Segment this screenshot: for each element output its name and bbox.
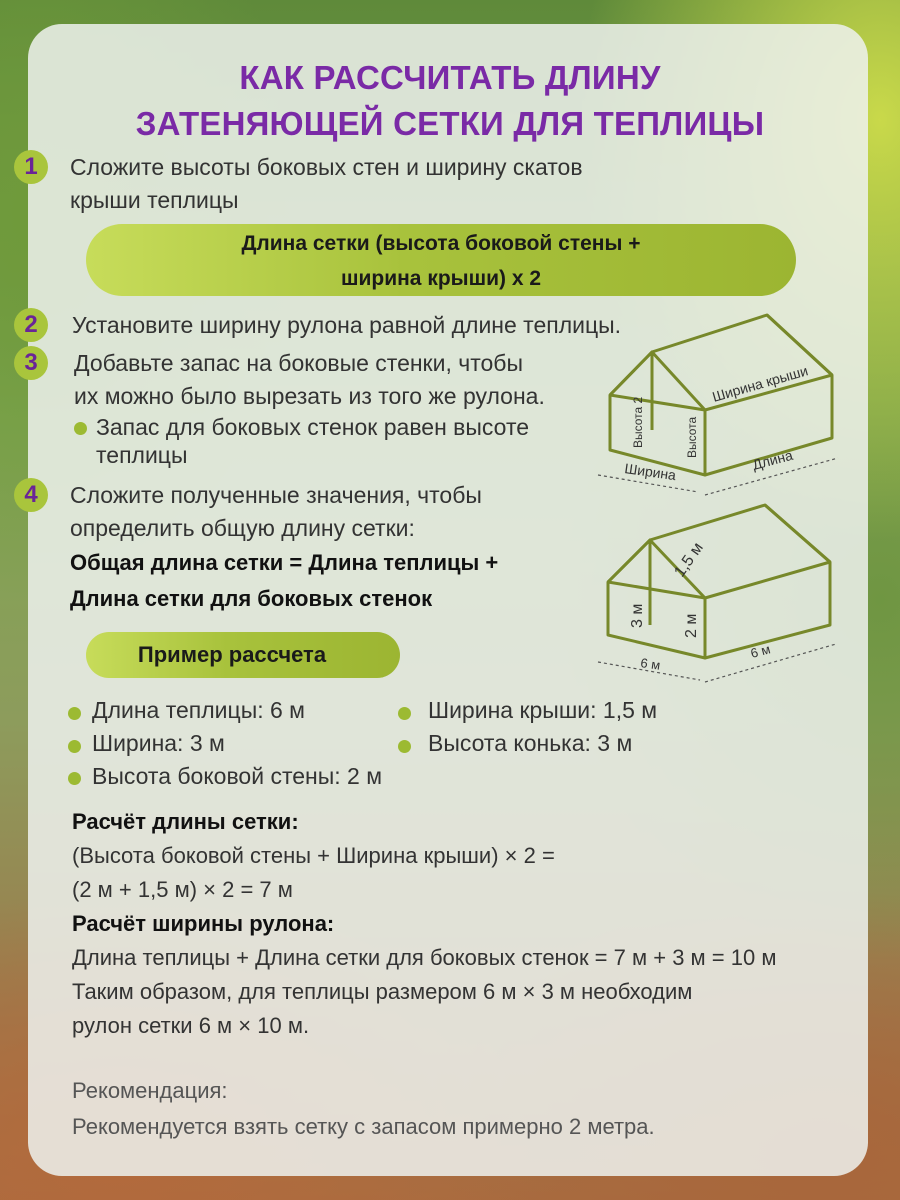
- step-1-text: [70, 151, 583, 217]
- step-4-text: [70, 479, 482, 545]
- bullet-dot: [74, 422, 87, 435]
- step-3-number: 3: [14, 346, 48, 380]
- step-1-line-1: Сложите высоты боковых стен и ширину скатов: [70, 154, 583, 180]
- step-4-line-2: определить общую длину сетки:: [70, 515, 415, 541]
- example-ridge-height: Высота конька: 3 м: [428, 730, 633, 756]
- example-label-pill: Пример рассчета: [86, 632, 400, 678]
- total-formula-line-1: Общая длина сетки = Длина теплицы +: [70, 550, 499, 575]
- step-3-text: [74, 347, 545, 413]
- step-4-line-1: Сложите полученные значения, чтобы: [70, 482, 482, 508]
- title-line-1: КАК РАССЧИТАТЬ ДЛИНУ: [239, 59, 661, 96]
- diagram1-height2-label: Высота 2: [631, 396, 645, 448]
- roll-width-line-1: Длина теплицы + Длина сетки для боковых стенок = 7 м + 3 м = 10 м: [72, 945, 777, 970]
- step-1-number: 1: [14, 150, 48, 184]
- conclusion-line-1: Таким образом, для теплицы размером 6 м × 3 м необходим: [72, 979, 693, 1004]
- diagram2-width-label: 6 м: [639, 655, 662, 673]
- diagram2-ridge-label: 3 м: [629, 603, 646, 628]
- diagram1-width-label: Ширина: [623, 460, 678, 484]
- greenhouse-diagram-dimensions: [590, 500, 850, 690]
- recommendation-heading: Рекомендация:: [72, 1078, 228, 1103]
- diagram2-roof-label: 1,5 м: [671, 539, 707, 581]
- diagram1-height-label: Высота: [685, 416, 699, 458]
- formula-pill-line-1: Длина сетки (высота боковой стены +: [241, 232, 641, 255]
- step-3-line-1: Добавьте запас на боковые стенки, чтобы: [74, 350, 524, 376]
- diagram2-length-label: 6 м: [748, 641, 772, 661]
- step-3-bullet-line-2: теплицы: [96, 442, 188, 468]
- recommendation-block: [72, 1073, 655, 1145]
- example-length: Длина теплицы: 6 м: [92, 697, 305, 723]
- step-4-number: 4: [14, 478, 48, 512]
- total-formula: [70, 545, 498, 617]
- step-2-text: Установите ширину рулона равной длине теплицы.: [72, 312, 622, 338]
- title-line-2: ЗАТЕНЯЮЩЕЙ СЕТКИ ДЛЯ ТЕПЛИЦЫ: [135, 105, 765, 142]
- net-length-line-2: (2 м + 1,5 м) × 2 = 7 м: [72, 877, 293, 902]
- example-dot-wall-height: [68, 772, 81, 785]
- example-dot-ridge-height: [398, 740, 411, 753]
- total-formula-line-2: Длина сетки для боковых стенок: [70, 586, 433, 611]
- net-length-heading: Расчёт длины сетки:: [72, 809, 299, 834]
- formula-pill-line-2: ширина крыши) х 2: [340, 267, 542, 290]
- formula-pill: [86, 224, 796, 296]
- example-dot-roof-width: [398, 707, 411, 720]
- page-title: [0, 55, 900, 147]
- diagram2-wall-label: 2 м: [683, 613, 700, 638]
- example-width: Ширина: 3 м: [92, 730, 225, 756]
- step-1-line-2: крыши теплицы: [70, 187, 239, 213]
- step-3-bullet-line-1: Запас для боковых стенок равен высоте: [96, 414, 530, 440]
- step-3-bullet-text: [96, 413, 529, 469]
- net-length-line-1: (Высота боковой стены + Ширина крыши) × 2 =: [72, 843, 555, 868]
- example-dot-width: [68, 740, 81, 753]
- example-dot-length: [68, 707, 81, 720]
- diagram1-roof-label: Ширина крыши: [710, 362, 810, 405]
- roll-width-heading: Расчёт ширины рулона:: [72, 911, 335, 936]
- step-2-number: 2: [14, 308, 48, 342]
- recommendation-text: Рекомендуется взять сетку с запасом примерно 2 метра.: [72, 1114, 655, 1139]
- conclusion-line-2: рулон сетки 6 м × 10 м.: [72, 1013, 310, 1038]
- diagram1-length-label: Длина: [750, 446, 795, 473]
- step-3-line-2: их можно было вырезать из того же рулона.: [74, 383, 545, 409]
- example-roof-width: Ширина крыши: 1,5 м: [428, 697, 658, 723]
- calculation-block: [72, 805, 776, 1043]
- example-wall-height: Высота боковой стены: 2 м: [92, 763, 383, 789]
- greenhouse-diagram-labeled: [590, 310, 850, 500]
